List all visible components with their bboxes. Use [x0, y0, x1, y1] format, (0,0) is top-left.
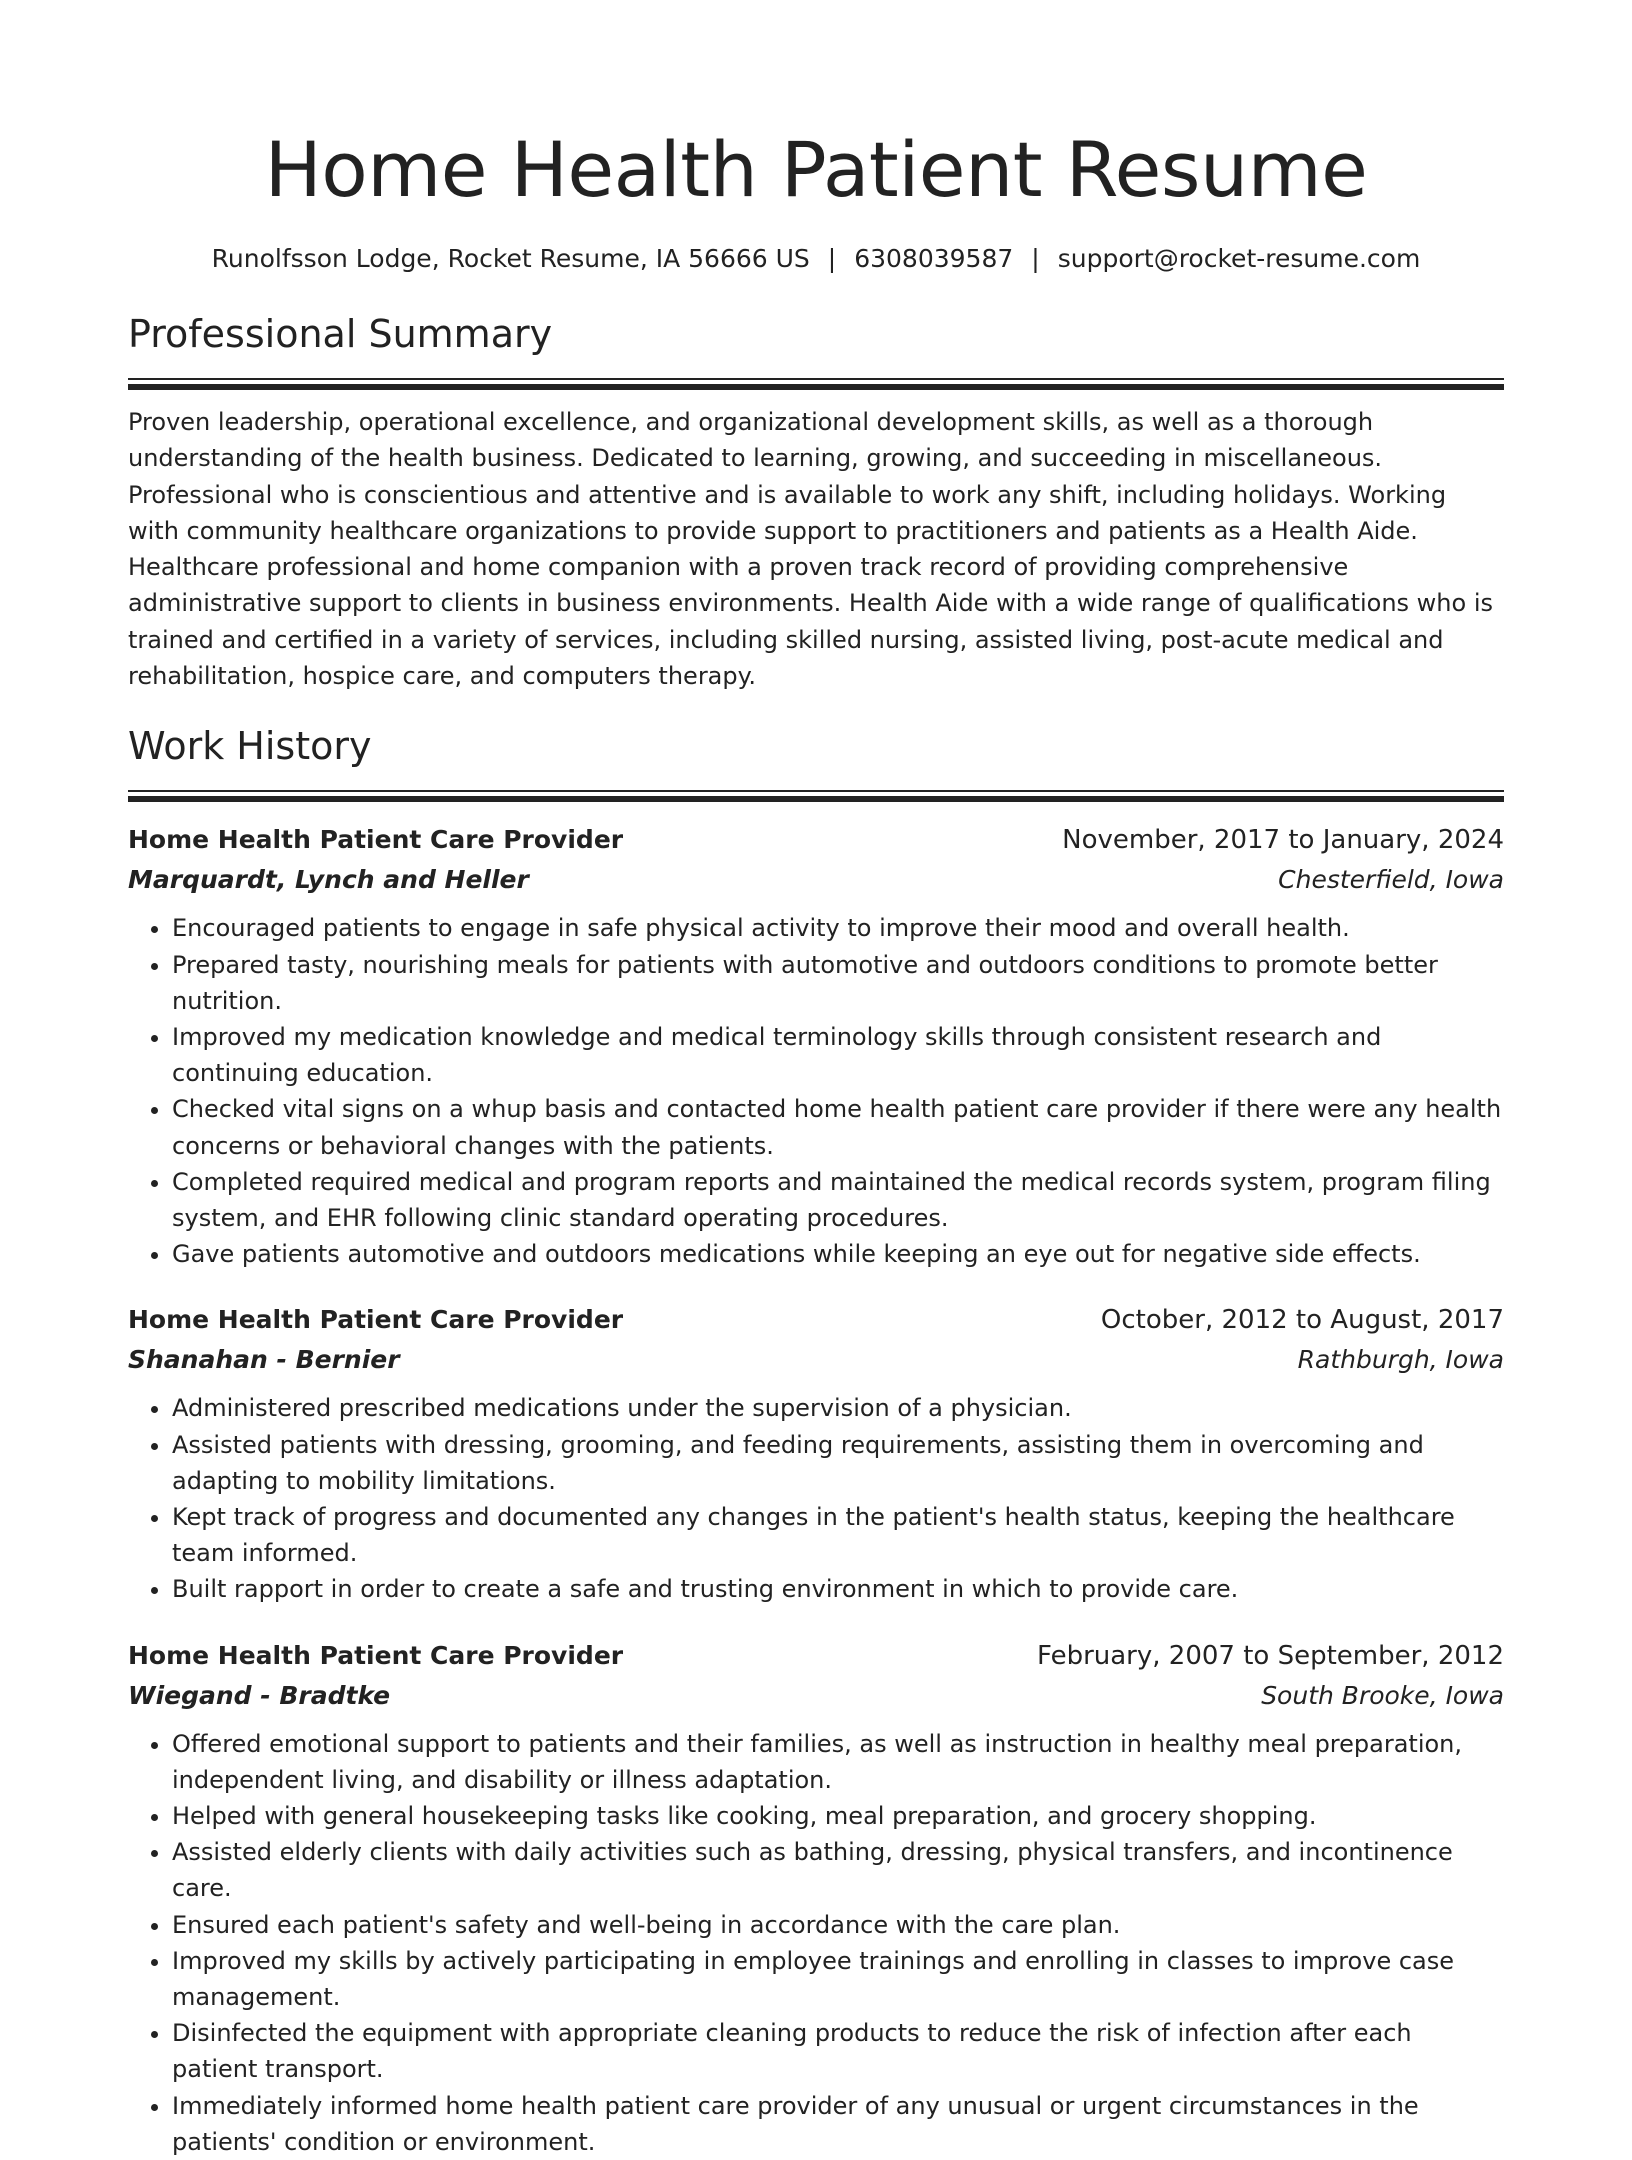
list-item: • Completed required medical and program reports and maintained the medical records system, program filing system, and EHR following clinic standard operating procedures.	[172, 1164, 1504, 1236]
job-header	[128, 1300, 1504, 1340]
job-title: Home Health Patient Care Provider	[128, 1305, 624, 1335]
job-location: South Brooke, Iowa	[1261, 1680, 1504, 1710]
contact-address: Runolfsson Lodge, Rocket Resume, IA 56666 US	[211, 244, 810, 273]
list-item: • Gave patients automotive and outdoors medications while keeping an eye out for negative side effects.	[172, 1236, 1504, 1272]
job-entry	[128, 820, 1504, 1272]
job-list	[128, 820, 1504, 2160]
job-bullet-list	[128, 1726, 1504, 2160]
list-item: • Assisted patients with dressing, grooming, and feeding requirements, assisting them in overcoming and adapting to mobility limitations.	[172, 1427, 1504, 1499]
list-item: • Offered emotional support to patients and their families, as well as instruction in healthy meal preparation, independent living, and disability or illness adaptation.	[172, 1726, 1504, 1798]
summary-text: Proven leadership, operational excellence, and organizational development skills, as well as a thorough understanding of the health business. Dedicated to learning, growing, and succeeding in miscellaneous. Professional who is conscientious and attentive and is available to work any shift, including holidays. Working with community healthcare organizations to provide support to practitioners and patients as a Health Aide. Healthcare professional and home companion with a proven track record of providing comprehensive administrative support to clients in business environments. Health Aide with a wide range of qualifications who is trained and certified in a variety of services, including skilled nursing, assisted living, post-acute medical and rehabilitation, hospice care, and computers therapy.	[128, 408, 1493, 691]
list-item: • Assisted elderly clients with daily activities such as bathing, dressing, physical transfers, and incontinence care.	[172, 1834, 1504, 1906]
section-divider	[128, 790, 1504, 802]
section-heading-summary: Professional Summary	[128, 312, 553, 356]
job-entry	[128, 1636, 1504, 2160]
list-item: • Administered prescribed medications under the supervision of a physician.	[172, 1390, 1504, 1426]
page-title: Home Health Patient Resume	[264, 125, 1368, 214]
contact-line	[128, 242, 1504, 276]
list-item: • Prepared tasty, nourishing meals for patients with automotive and outdoors conditions to promote better nutrition.	[172, 947, 1504, 1019]
section-divider	[128, 378, 1504, 390]
list-item: • Immediately informed home health patient care provider of any unusual or urgent circumstances in the patients' condition or environment.	[172, 2088, 1504, 2160]
resume-page	[128, 0, 1504, 2160]
contact-email: support@rocket-resume.com	[1057, 244, 1421, 273]
list-item: • Built rapport in order to create a safe and trusting environment in which to provide care.	[172, 1571, 1504, 1607]
section-heading-work: Work History	[128, 724, 372, 769]
list-item: • Helped with general housekeeping tasks like cooking, meal preparation, and grocery shopping.	[172, 1798, 1504, 1834]
job-location: Rathburgh, Iowa	[1297, 1345, 1504, 1375]
contact-separator: |	[1031, 244, 1040, 273]
job-subheader	[128, 860, 1504, 900]
job-entry	[128, 1300, 1504, 1607]
job-title: Home Health Patient Care Provider	[128, 825, 624, 855]
job-company: Marquardt, Lynch and Heller	[128, 865, 529, 895]
job-company: Wiegand - Bradtke	[128, 1680, 391, 1710]
job-bullet-list	[128, 1390, 1504, 1607]
job-subheader	[128, 1340, 1504, 1380]
list-item: • Improved my skills by actively participating in employee trainings and enrolling in classes to improve case management.	[172, 1943, 1504, 2015]
contact-separator: |	[827, 244, 837, 273]
list-item: • Disinfected the equipment with appropriate cleaning products to reduce the risk of infection after each patient transport.	[172, 2015, 1504, 2087]
job-dates: November, 2017 to January, 2024	[1062, 825, 1504, 856]
job-dates: October, 2012 to August, 2017	[1100, 1305, 1504, 1336]
professional-summary-section	[128, 310, 1504, 694]
job-subheader	[128, 1676, 1504, 1716]
job-header	[128, 1636, 1504, 1676]
job-header	[128, 820, 1504, 860]
list-item: • Ensured each patient's safety and well-being in accordance with the care plan.	[172, 1907, 1504, 1943]
list-item: • Kept track of progress and documented any changes in the patient's health status, keeping the healthcare team informed.	[172, 1499, 1504, 1571]
list-item: • Checked vital signs on a whup basis and contacted home health patient care provider if there were any health concerns or behavioral changes with the patients.	[172, 1091, 1504, 1163]
job-company: Shanahan - Bernier	[128, 1345, 400, 1375]
job-location: Chesterfield, Iowa	[1278, 865, 1504, 895]
contact-phone: 6308039587	[854, 244, 1014, 273]
job-bullet-list	[128, 910, 1504, 1272]
list-item: • Encouraged patients to engage in safe physical activity to improve their mood and overall health.	[172, 910, 1504, 946]
list-item: • Improved my medication knowledge and medical terminology skills through consistent research and continuing education.	[172, 1019, 1504, 1091]
job-title: Home Health Patient Care Provider	[128, 1640, 624, 1670]
job-dates: February, 2007 to September, 2012	[1037, 1640, 1504, 1671]
work-history-section	[128, 722, 1504, 2160]
